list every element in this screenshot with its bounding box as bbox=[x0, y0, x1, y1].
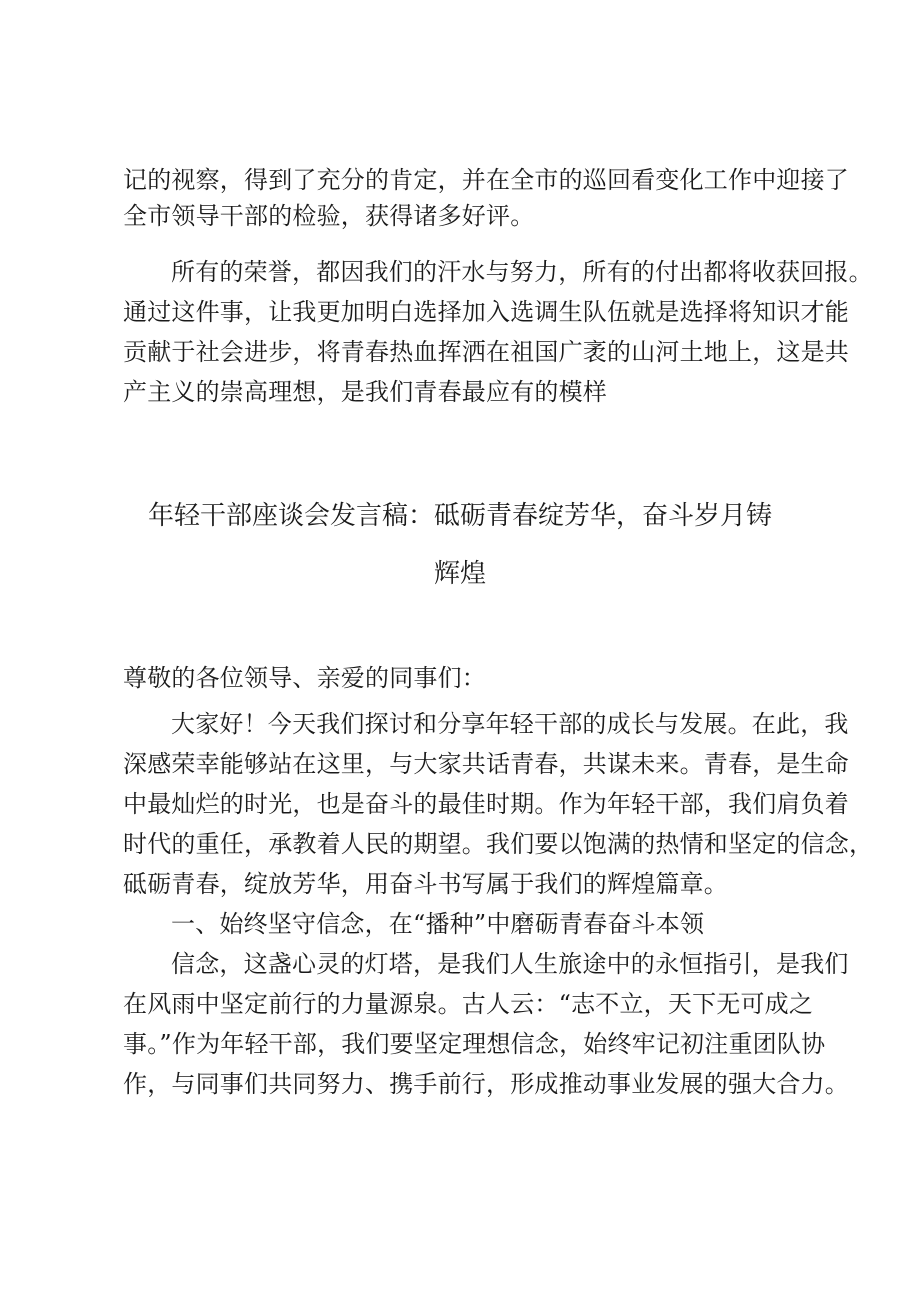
text-line: 全市领导干部的检验，获得诸多好评。 bbox=[123, 202, 535, 230]
text-line: 在风雨中坚定前行的力量源泉。古人云：“志不立，天下无可成之 bbox=[123, 990, 814, 1018]
title-line: 年轻干部座谈会发言稿：砥砺青春绽芳华，奋斗岁月铸 bbox=[147, 501, 772, 531]
speech-body bbox=[123, 660, 874, 1102]
text-line: 事。”作为年轻干部，我们要坚定理想信念，始终牢记初注重团队协 bbox=[123, 1030, 826, 1058]
text-line: 所有的荣誉，都因我们的汗水与努力，所有的付出都将收获回报。 bbox=[171, 258, 873, 286]
text-line: 中最灿烂的时光，也是奋斗的最佳时期。作为年轻干部，我们肩负着 bbox=[123, 790, 849, 818]
text-line: 信念，这盏心灵的灯塔，是我们人生旅途中的永恒指引，是我们 bbox=[171, 950, 849, 978]
text-line: 大家好！今天我们探讨和分享年轻干部的成长与发展。在此，我 bbox=[171, 710, 849, 738]
text-line: 深感荣幸能够站在这里，与大家共话青春，共谋未来。青春，是生命 bbox=[123, 750, 849, 778]
text-line: 贡献于社会进步，将青春热血挥洒在祖国广袤的山河土地上，这是共 bbox=[123, 338, 849, 366]
text-line: 记的视察，得到了充分的肯定，并在全市的巡回看变化工作中迎接了 bbox=[123, 166, 849, 194]
previous-section-text bbox=[123, 162, 873, 410]
text-line: 通过这件事，让我更加明白选择加入选调生队伍就是选择将知识才能 bbox=[123, 298, 849, 326]
text-line: 时代的重任，承教着人民的期望。我们要以饱满的热情和坚定的信念， bbox=[123, 830, 874, 858]
section-heading: 一、始终坚守信念，在“播种”中磨砺青春奋斗本领 bbox=[171, 910, 705, 938]
text-line: 作，与同事们共同努力、携手前行，形成推动事业发展的强大合力。 bbox=[123, 1070, 849, 1098]
text-line: 砥砺青春，绽放芳华，用奋斗书写属于我们的辉煌篇章。 bbox=[123, 870, 728, 898]
document-title bbox=[100, 487, 820, 603]
title-line: 辉煌 bbox=[433, 559, 486, 589]
salutation: 尊敬的各位领导、亲爱的同事们： bbox=[123, 664, 486, 692]
text-line: 产主义的崇高理想，是我们青春最应有的模样 bbox=[123, 378, 607, 406]
